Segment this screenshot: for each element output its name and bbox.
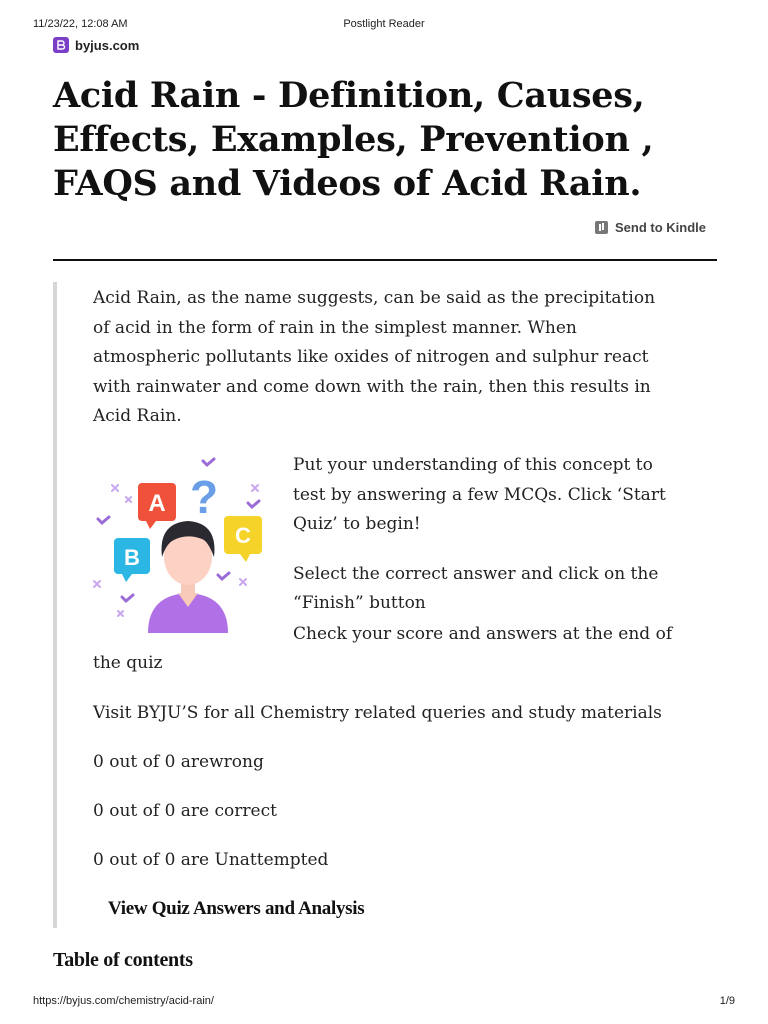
score-unattempted: 0 out of 0 are Unattempted	[93, 850, 329, 870]
quiz-instruction-check: Check your score and answers at the end of	[293, 624, 673, 644]
quiz-intro	[293, 451, 673, 619]
blockquote-bar	[53, 282, 57, 928]
site-name: byjus.com	[75, 37, 140, 53]
site-link[interactable]	[53, 37, 139, 53]
print-footer-url: https://byjus.com/chemistry/acid-rain/	[33, 995, 214, 1007]
score-wrong: 0 out of 0 arewrong	[93, 752, 264, 772]
title-divider	[53, 259, 717, 261]
bubble-c-label: C	[235, 523, 251, 548]
kindle-icon	[595, 221, 608, 234]
article-title: Acid Rain - Definition, Causes, Effects, Examples, Prevention , FAQS and Videos of Acid Rain.	[53, 75, 654, 204]
visit-byjus-text: Visit BYJU’S for all Chemistry related queries and study materials	[93, 703, 662, 723]
send-to-kindle-button[interactable]	[595, 220, 706, 235]
question-mark-icon: ?	[189, 471, 219, 523]
quiz-prompt: Put your understanding of this concept to test by answering a few MCQs. Click ‘Start Quiz’ to begin!	[293, 455, 666, 534]
view-quiz-answers-link[interactable]: View Quiz Answers and Analysis	[108, 898, 365, 919]
print-app-name: Postlight Reader	[343, 18, 425, 30]
intro-paragraph: Acid Rain, as the name suggests, can be said as the precipitation of acid in the form of rain in the simplest manner. When atmospheric pollutants like oxides of nitrogen and sulphur react with rainwater and come down with the rain, then this results in Acid Rain.	[93, 288, 656, 426]
bubble-b-label: B	[124, 545, 140, 570]
quiz-illustration	[90, 453, 272, 635]
byjus-logo-icon	[53, 37, 69, 53]
print-page-number: 1/9	[719, 995, 735, 1007]
score-correct: 0 out of 0 are correct	[93, 801, 277, 821]
table-of-contents-heading: Table of contents	[53, 949, 193, 971]
bubble-a-label: A	[148, 490, 166, 517]
print-datetime: 11/23/22, 12:08 AM	[33, 18, 128, 30]
quiz-instruction-check-end: the quiz	[93, 653, 163, 673]
quiz-instruction-select: Select the correct answer and click on the “Finish” button	[293, 563, 659, 613]
send-to-kindle-label: Send to Kindle	[615, 220, 706, 235]
